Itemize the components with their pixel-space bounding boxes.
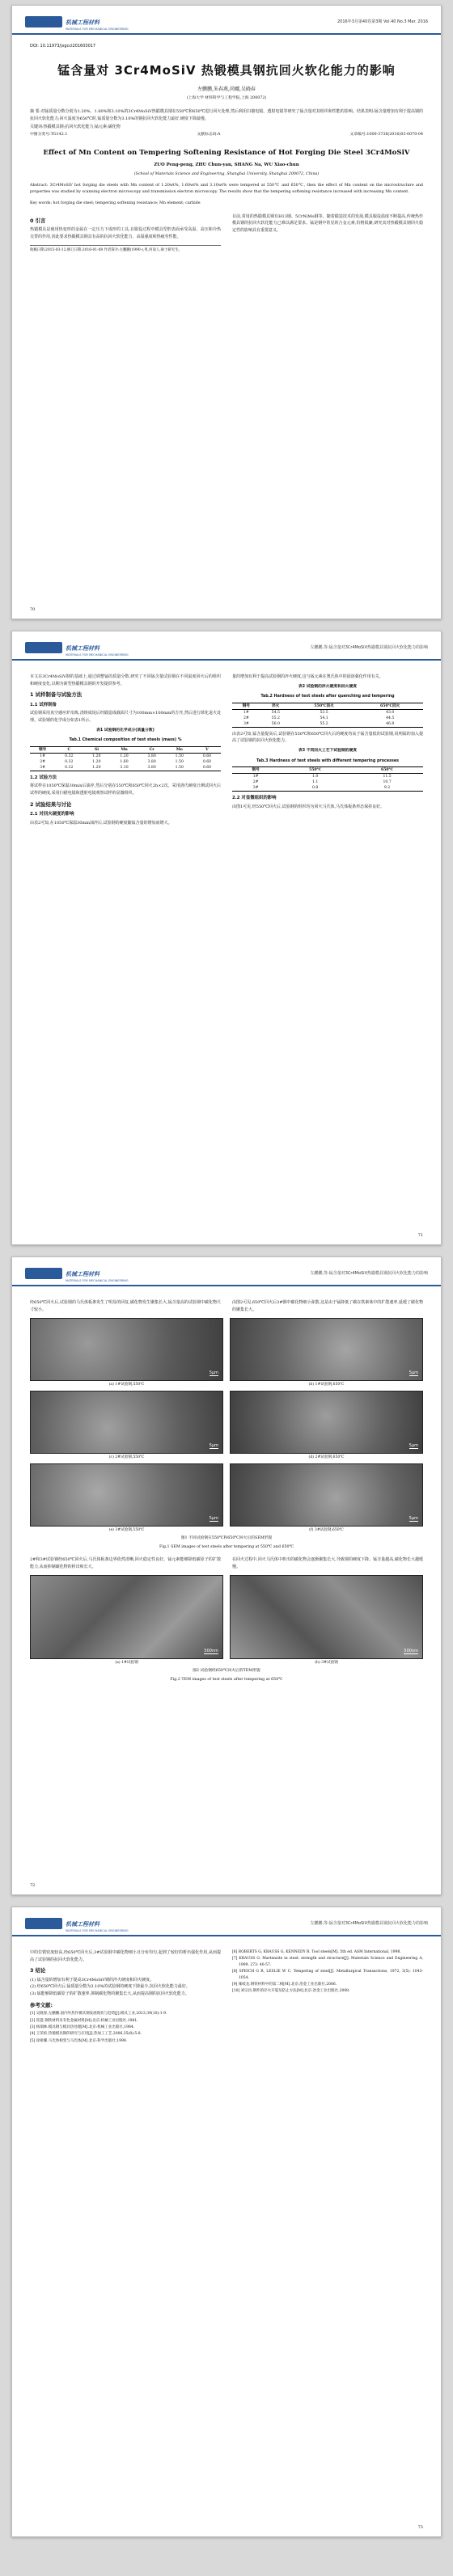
- page-number: 71: [417, 1233, 423, 1238]
- table-cell: 55.2: [271, 716, 280, 720]
- journal-logo-mark: [25, 16, 62, 27]
- section-heading: 2 试验结果与讨论: [30, 800, 72, 808]
- column-right: [232, 213, 423, 254]
- article-number: 文章编号:1000-3738(2016)03-0070-04: [349, 132, 423, 137]
- journal-logo: [25, 1264, 129, 1282]
- table-cell: 0.60: [202, 754, 212, 758]
- table-cell: 3.10: [120, 765, 129, 770]
- table-cell: 10.7: [383, 780, 392, 785]
- page-header: [12, 1907, 441, 1936]
- table-row: [30, 765, 221, 771]
- table-cell: 1.20: [120, 754, 129, 758]
- section-heading: 1 试样制备与试验方法: [30, 691, 83, 699]
- paragraph: 经650℃回火后,试验钢的马氏体板条发生了明显的回复,碳化物发生聚集长大,锰含量高的试验钢中碳化物尺寸较小。: [30, 1300, 221, 1312]
- page-number: 73: [417, 2525, 423, 2530]
- page-number: 70: [30, 607, 36, 612]
- figure-panel-caption: (e) 3#试验钢,550℃: [108, 1528, 145, 1533]
- conclusion-item: (3) 锰能够降低碳原子的扩散速率,抑制碳化物的聚集长大,从而提高钢的抗回火软化能力。: [30, 1991, 189, 1996]
- table-header-cell: 钢号: [39, 747, 47, 752]
- table-header-cell: 550℃回火: [314, 703, 334, 708]
- paragraph: 量的增加有利于提高试验钢的淬火硬度,这与锰元素在奥氏体中的固溶强化作用有关。: [232, 674, 383, 679]
- table-cell: 3#: [243, 721, 249, 726]
- journal-name-en: MATERIALS FOR MECHANICAL ENGINEERING: [66, 653, 129, 657]
- keywords: 关键词:热锻模具钢;抗回火软化能力;锰元素;碳化物: [30, 125, 121, 129]
- figure-title-en: Fig.2 TEM images of test steels after tempering at 650℃: [170, 1677, 283, 1682]
- authors-en: ZUO Peng-peng, ZHU Chun-yan, SHANG Na, WU Xiao-chun: [154, 162, 299, 167]
- figure-title: 图1 不同试验钢在550℃和650℃回火后的SEM形貌: [180, 1536, 273, 1541]
- tem-micrograph: 500nm: [230, 1575, 423, 1659]
- paragraph: 由图1可见,经550℃回火后,试验钢的组织均为回火马氏体,马氏体板条形态保持良好。: [232, 804, 385, 809]
- conclusion-item: (2) 经650℃回火后,锰质量分数为3.10%的试验钢的硬度下降最少,抗回火软化能力最好。: [30, 1984, 190, 1990]
- table-title-en: Tab.2 Hardness of test steels after quenching and tempering: [260, 695, 395, 699]
- journal-name: 机械工程材料: [66, 1921, 99, 1928]
- clc-number: 中图分类号:TG142.1: [30, 132, 68, 137]
- table-cell: 1#: [40, 754, 45, 758]
- column-right: [232, 1299, 423, 1313]
- table-row: [30, 753, 221, 759]
- table-cell: 3#: [252, 786, 259, 791]
- column-right: [232, 1556, 423, 1570]
- table-cell: 1.50: [175, 759, 184, 764]
- body-columns: [30, 1556, 423, 1570]
- journal-logo-mark: [25, 1918, 62, 1929]
- figure-title: 图2 试验钢经650℃回火后的TEM形貌: [193, 1669, 260, 1674]
- table-header-cell: 650℃回火: [380, 703, 400, 708]
- column-right: [232, 674, 423, 826]
- table-header-cell: 钢号: [252, 768, 260, 773]
- table-cell: 0.32: [65, 754, 74, 758]
- running-title: 左鹏鹏,等:锰含量对3Cr4MoSiV热锻模具钢抗回火软化能力的影响: [310, 1271, 428, 1276]
- table-hardness: [232, 703, 423, 728]
- figure-panel-caption: (d) 2#试验钢,650℃: [308, 1455, 345, 1460]
- subsection-heading: 1.1 试样制备: [30, 702, 57, 707]
- figure-panel: [30, 1463, 223, 1533]
- table-header-cell: C: [67, 747, 71, 752]
- journal-logo: [25, 12, 129, 31]
- affiliation-en: (School of Materials Science and Engineering, Shanghai University, Shanghai 200072, China): [133, 171, 320, 176]
- table-cell: 3.80: [147, 765, 156, 770]
- table-cell: 0.60: [202, 759, 212, 764]
- table-cell: 3.80: [147, 754, 156, 758]
- sem-micrograph: 5μm: [30, 1391, 223, 1454]
- table-title: 表3 不同回火工艺下试验钢的硬度: [298, 748, 358, 753]
- paragraph: 由图2可见,650℃回火后3#钢中碳化物细小弥散,这是由于锰降低了碳在铁素体中的扩散速率,延缓了碳化物的聚集长大。: [232, 1300, 423, 1312]
- figure-panel-caption: (b) 1#试验钢,650℃: [308, 1383, 345, 1387]
- body-columns: [30, 1299, 423, 1313]
- table-row: [232, 716, 423, 721]
- table-cell: 46.8: [386, 721, 395, 726]
- table-cell: 1.0: [312, 775, 319, 779]
- journal-name-en: MATERIALS FOR MECHANICAL ENGINEERING: [66, 27, 129, 31]
- keywords-en: Key words: hot forging die steel; tempering softening resistance; Mn element; carbide: [30, 201, 201, 205]
- table-header-cell: 淬火: [272, 703, 280, 708]
- page-number: 72: [30, 1883, 36, 1888]
- table-header-cell: 650℃: [381, 768, 394, 773]
- paragraph: 本文在3Cr4MoSiV钢的基础上,通过调整锰的质量分数,研究了不同锰含量试验钢在不同温度回火后的组织和硬度变化,以期为新型热锻模具钢的开发提供参考。: [30, 674, 221, 686]
- sem-micrograph: 5μm: [30, 1463, 223, 1527]
- table-header-cell: Mn: [121, 747, 128, 752]
- page-3: [11, 1256, 442, 1895]
- reference-item: [10] 刘宗昌.钢件的淬火开裂及防止方法[M].北京:冶金工业出版社,2008.: [232, 1989, 350, 1994]
- table-cell: 43.0: [386, 710, 395, 715]
- body-columns: [30, 674, 423, 826]
- classification-line: [30, 132, 423, 138]
- sem-micrograph: 5μm: [30, 1318, 223, 1381]
- figure-panel-caption: (c) 2#试验钢,550℃: [108, 1455, 145, 1460]
- table-cell: 1.20: [92, 759, 101, 764]
- abstract-en: Abstract: 3Cr4MoSiV hot forging die steels with Mn content of 1.20wt%, 1.60wt% and 3.10wt% were tempered at 550℃ and 650℃, then the effect of Mn content on the microstructure and properties was studied by scanning electron microscopy and transmission electron microscopy. The results show that the tempering softening resistance increased with increasing Mn content.: [30, 183, 423, 194]
- journal-name: 机械工程材料: [66, 1271, 99, 1277]
- body-columns: [30, 213, 423, 254]
- table-title-en: Tab.3 Hardness of test steels with different tempering processes: [256, 758, 399, 763]
- table-title: 表1 试验钢的化学成分(质量分数): [96, 728, 155, 733]
- reference-item: [3] 杨瑞林.模具钢与模具热处理[M].北京:机械工业出版社,1984.: [30, 2025, 135, 2029]
- column-left: [30, 1556, 221, 1570]
- column-left: [30, 213, 221, 254]
- paragraph: 由表2可知,在1050℃保温30min油淬后,试验钢的硬度随锰含量的增加而增大。: [30, 820, 172, 826]
- table-cell: 54.1: [320, 716, 328, 720]
- table-hardness-drop: [232, 766, 423, 792]
- journal-name: 机械工程材料: [66, 645, 99, 652]
- table-row: [232, 709, 423, 716]
- table-header-cell: 钢号: [242, 703, 250, 708]
- table-title-en: Tab.1 Chemical composition of test steels (mass) %: [69, 738, 182, 743]
- subsection-heading: 2.1 对回火硬度的影响: [30, 812, 74, 817]
- reference-item: [8] SPEICH G R, LESLIE W C. Tempering of steel[J]. Metallurgical Transactions, 1972, 3(5): 1043-1054.: [232, 1970, 423, 1980]
- figure-panel-caption: (a) 1#试验钢: [115, 1661, 138, 1666]
- table-cell: 9.2: [383, 786, 391, 791]
- table-cell: 53.5: [320, 710, 328, 715]
- document-code: 文献标志码:A: [197, 132, 221, 137]
- reference-item: [2] 崔崑.钢铁材料及有色金属材料[M].北京:机械工业出版社,1981.: [30, 2018, 138, 2023]
- abstract: 摘 要:对锰质量分数分别为1.20%、1.60%和3.10%的3Cr4MoSiV热锻模具钢在550℃和650℃进行回火处理,然后利用扫描电镜、透射电镜等研究了锰含量对其组织和性能的影响。结果表明:锰含量增加有利于提高钢的抗回火软化能力;回火温度为650℃时,锰质量分数为3.10%的钢抗回火软化能力最好,硬度下降最慢。: [30, 109, 423, 121]
- section-heading: 3 结论: [30, 1967, 46, 1974]
- table-cell: 55.2: [320, 721, 328, 726]
- table-cell: 3#: [40, 765, 45, 770]
- subsection-heading: 1.2 试验方法: [30, 775, 57, 780]
- figure-2: [30, 1575, 423, 1666]
- sem-micrograph: 5μm: [230, 1391, 423, 1454]
- references-left: [30, 2011, 221, 2044]
- table-cell: 1.50: [175, 765, 184, 770]
- subsection-heading: 2.2 对显微组织的影响: [232, 796, 277, 801]
- section-heading: 0 引言: [30, 217, 46, 224]
- figure-panel: [30, 1391, 223, 1460]
- table-header-cell: 550℃: [309, 768, 322, 773]
- table-cell: 2#: [40, 759, 45, 764]
- figure-panel-caption: (f) 3#试验钢,650℃: [309, 1528, 344, 1533]
- sem-micrograph: 5μm: [230, 1463, 423, 1527]
- table-row: [232, 774, 423, 780]
- references-heading: 参考文献:: [30, 2001, 53, 2008]
- table-cell: 44.5: [386, 716, 395, 720]
- column-left: [30, 1299, 221, 1313]
- doi: DOI: 10.11973/jxgccl201603017: [30, 44, 96, 49]
- table-cell: 2#: [243, 716, 249, 720]
- paragraph: 2#和3#试验钢经650℃回火后,马氏体板条边界依然清晰,回火稳定性良好。锰元素能够降低碳原子的扩散能力,从而抑制碳化物的析出和长大。: [30, 1557, 221, 1569]
- journal-name: 机械工程材料: [66, 19, 99, 26]
- page-header: [12, 6, 441, 35]
- table-composition: [30, 746, 221, 771]
- table-cell: 11.5: [383, 775, 392, 779]
- conclusion-item: (1) 锰含量的增加有利于提高3Cr4MoSiV钢的淬火硬度和回火硬度。: [30, 1977, 155, 1983]
- table-cell: 1.1: [312, 780, 319, 785]
- table-title: 表2 试验钢的淬火硬度和回火硬度: [298, 684, 358, 689]
- journal-logo: [25, 638, 129, 657]
- page-4: [11, 1907, 442, 2537]
- page-1: [11, 5, 442, 619]
- journal-logo-mark: [25, 1268, 62, 1279]
- reference-item: [6] ROBERTS G, KRAUSS G, KENNEDY R. Tool steels[M]. 5th ed. ASM International, 1998.: [232, 1950, 401, 1954]
- table-cell: 1.60: [120, 759, 129, 764]
- table-cell: 2#: [252, 780, 259, 785]
- figure-1: [30, 1318, 423, 1533]
- table-header-cell: V: [205, 747, 209, 752]
- figure-panel-caption: (b) 3#试验钢: [315, 1661, 338, 1666]
- table-cell: 0.60: [202, 765, 212, 770]
- figure-panel: [30, 1318, 223, 1387]
- running-title: 左鹏鹏,等:锰含量对3Cr4MoSiV热锻模具钢抗回火软化能力的影响: [310, 1921, 428, 1926]
- table-cell: 54.5: [271, 710, 280, 715]
- reference-item: [9] 雍岐龙.钢铁材料中的第二相[M].北京:冶金工业出版社,2006.: [232, 1983, 337, 1987]
- paragraph: 在回火过程中,回火马氏体中析出的碳化物会逐渐聚集长大,导致钢的硬度下降。锰含量越高,碳化物长大越缓慢。: [232, 1557, 423, 1569]
- reference-item: [7] KRAUSS G. Martensite in steel: strength and structure[J]. Materials Science and Engineering A, 1999, 273: 40-57.: [232, 1957, 423, 1967]
- table-cell: 1.50: [175, 754, 184, 758]
- figure-panel: [30, 1575, 223, 1666]
- paragraph: 目前,常用的热锻模具钢有H13钢、5CrNiMo钢等。随着锻造技术的发展,模具服役温度不断提高,传统热作模具钢的抗回火软化能力已难以满足要求。锰是钢中常见的合金元素,价格低廉,研究其对热锻模具钢回火稳定性的影响具有重要意义。: [232, 213, 423, 233]
- footnote: 收稿日期:2015-03-12;修订日期:2016-01-08 作者简介:左鹏鹏(1990-),男,河南人,硕士研究生。: [30, 245, 221, 253]
- figure-panel-caption: (a) 1#试验钢,550℃: [108, 1383, 145, 1387]
- table-header-cell: Mo: [176, 747, 183, 752]
- table-cell: 0.8: [312, 786, 319, 791]
- paragraph: 试验钢采用真空感应炉冶炼,浇铸成锭后经锻造成截面尺寸为100mm×100mm的方坯,然后进行球化退火处理。试验钢的化学成分如表1所示。: [30, 711, 221, 723]
- page-2: [11, 631, 442, 1245]
- table-cell: 56.0: [271, 721, 280, 726]
- paragraph: 热锻模具是使用热变形的金属在一定压力下成形的工具,在服役过程中模具型腔表面承受高温、高压和冷热交替的作用,因此要求热锻模具钢具有高的抗回火软化能力、高温强度和热疲劳性能。: [30, 227, 221, 239]
- body-columns: [30, 1949, 423, 2045]
- table-row: [232, 779, 423, 785]
- paragraph: 由表2可知,锰含量提高后,试验钢在550℃和650℃回火后的硬度均高于锰含量低的试验钢,说明锰的加入提高了试验钢的抗回火软化能力。: [232, 731, 423, 744]
- journal-name-en: MATERIALS FOR MECHANICAL ENGINEERING: [66, 1929, 129, 1932]
- reference-item: [4] 王荣滨.热锻模具钢的研究与应用[J].热加工工艺,2006,35(8):5-8.: [30, 2032, 142, 2037]
- table-cell: 1#: [243, 710, 249, 715]
- issue-info: 2016年3月第40卷第3期 Vol.40 No.3 Mar. 2016: [337, 19, 428, 24]
- reference-item: [5] 徐祖耀.马氏体相变与马氏体[M].北京:科学出版社,1999.: [30, 2038, 128, 2043]
- references-right: [232, 1949, 423, 1995]
- column-right: [232, 1949, 423, 2045]
- table-cell: 3.80: [147, 759, 156, 764]
- paper-title-en: Effect of Mn Content on Tempering Softening Resistance of Hot Forging Die Steel 3Cr4MoSiV: [43, 148, 410, 157]
- table-cell: 0.32: [65, 759, 74, 764]
- journal-name-en: MATERIALS FOR MECHANICAL ENGINEERING: [66, 1279, 129, 1282]
- sem-micrograph: 5μm: [230, 1318, 423, 1381]
- figure-panel: [230, 1575, 423, 1666]
- figure-title-en: Fig.1 SEM images of test steels after tempering at 550℃ and 650℃: [159, 1544, 294, 1549]
- figure-panel: [230, 1463, 423, 1533]
- figure-panel: [230, 1318, 423, 1387]
- page-header: [12, 631, 441, 661]
- table-cell: 1.20: [92, 754, 101, 758]
- paragraph: 将试样在1050℃保温30min后油淬,然后分别在550℃和650℃回火2h×2次。采用洛氏硬度计测试回火后试样的硬度,采用扫描电镜和透射电镜观察试样的显微组织。: [30, 783, 221, 796]
- paper-title: 锰含量对 3Cr4MoSiV 热锻模具钢抗回火软化能力的影响: [57, 63, 396, 78]
- column-left: [30, 674, 221, 826]
- reference-item: [1] 吴晓春,左鹏鹏.国内外热作模具钢发展现状与趋势[J].模具工业,2013,39(10):1-9.: [30, 2012, 167, 2016]
- table-cell: 1#: [252, 775, 259, 779]
- running-title: 左鹏鹏,等:锰含量对3Cr4MoSiV热锻模具钢抗回火软化能力的影响: [310, 645, 428, 650]
- tem-micrograph: 500nm: [30, 1575, 223, 1659]
- paragraph: 中的位错密度较高,经650℃回火后,3#试验钢中碳化物细小且分布均匀,起到了较好的析出强化作用,从而提高了试验钢的抗回火软化能力。: [30, 1950, 221, 1962]
- affiliation: (上海大学 材料科学与工程学院,上海 200072): [186, 96, 267, 100]
- table-row: [232, 721, 423, 728]
- table-row: [232, 785, 423, 792]
- table-row: [30, 759, 221, 765]
- journal-logo-mark: [25, 642, 62, 653]
- table-header-cell: Si: [94, 747, 99, 752]
- column-left: [30, 1949, 221, 2045]
- figure-panel: [230, 1391, 423, 1460]
- table-cell: 1.20: [92, 765, 101, 770]
- table-header-cell: Cr: [149, 747, 155, 752]
- table-cell: 0.32: [65, 765, 74, 770]
- journal-logo: [25, 1914, 129, 1932]
- page-header: [12, 1257, 441, 1286]
- authors: 左鹏鹏,朱春燕,尚娜,吴晓春: [197, 87, 256, 92]
